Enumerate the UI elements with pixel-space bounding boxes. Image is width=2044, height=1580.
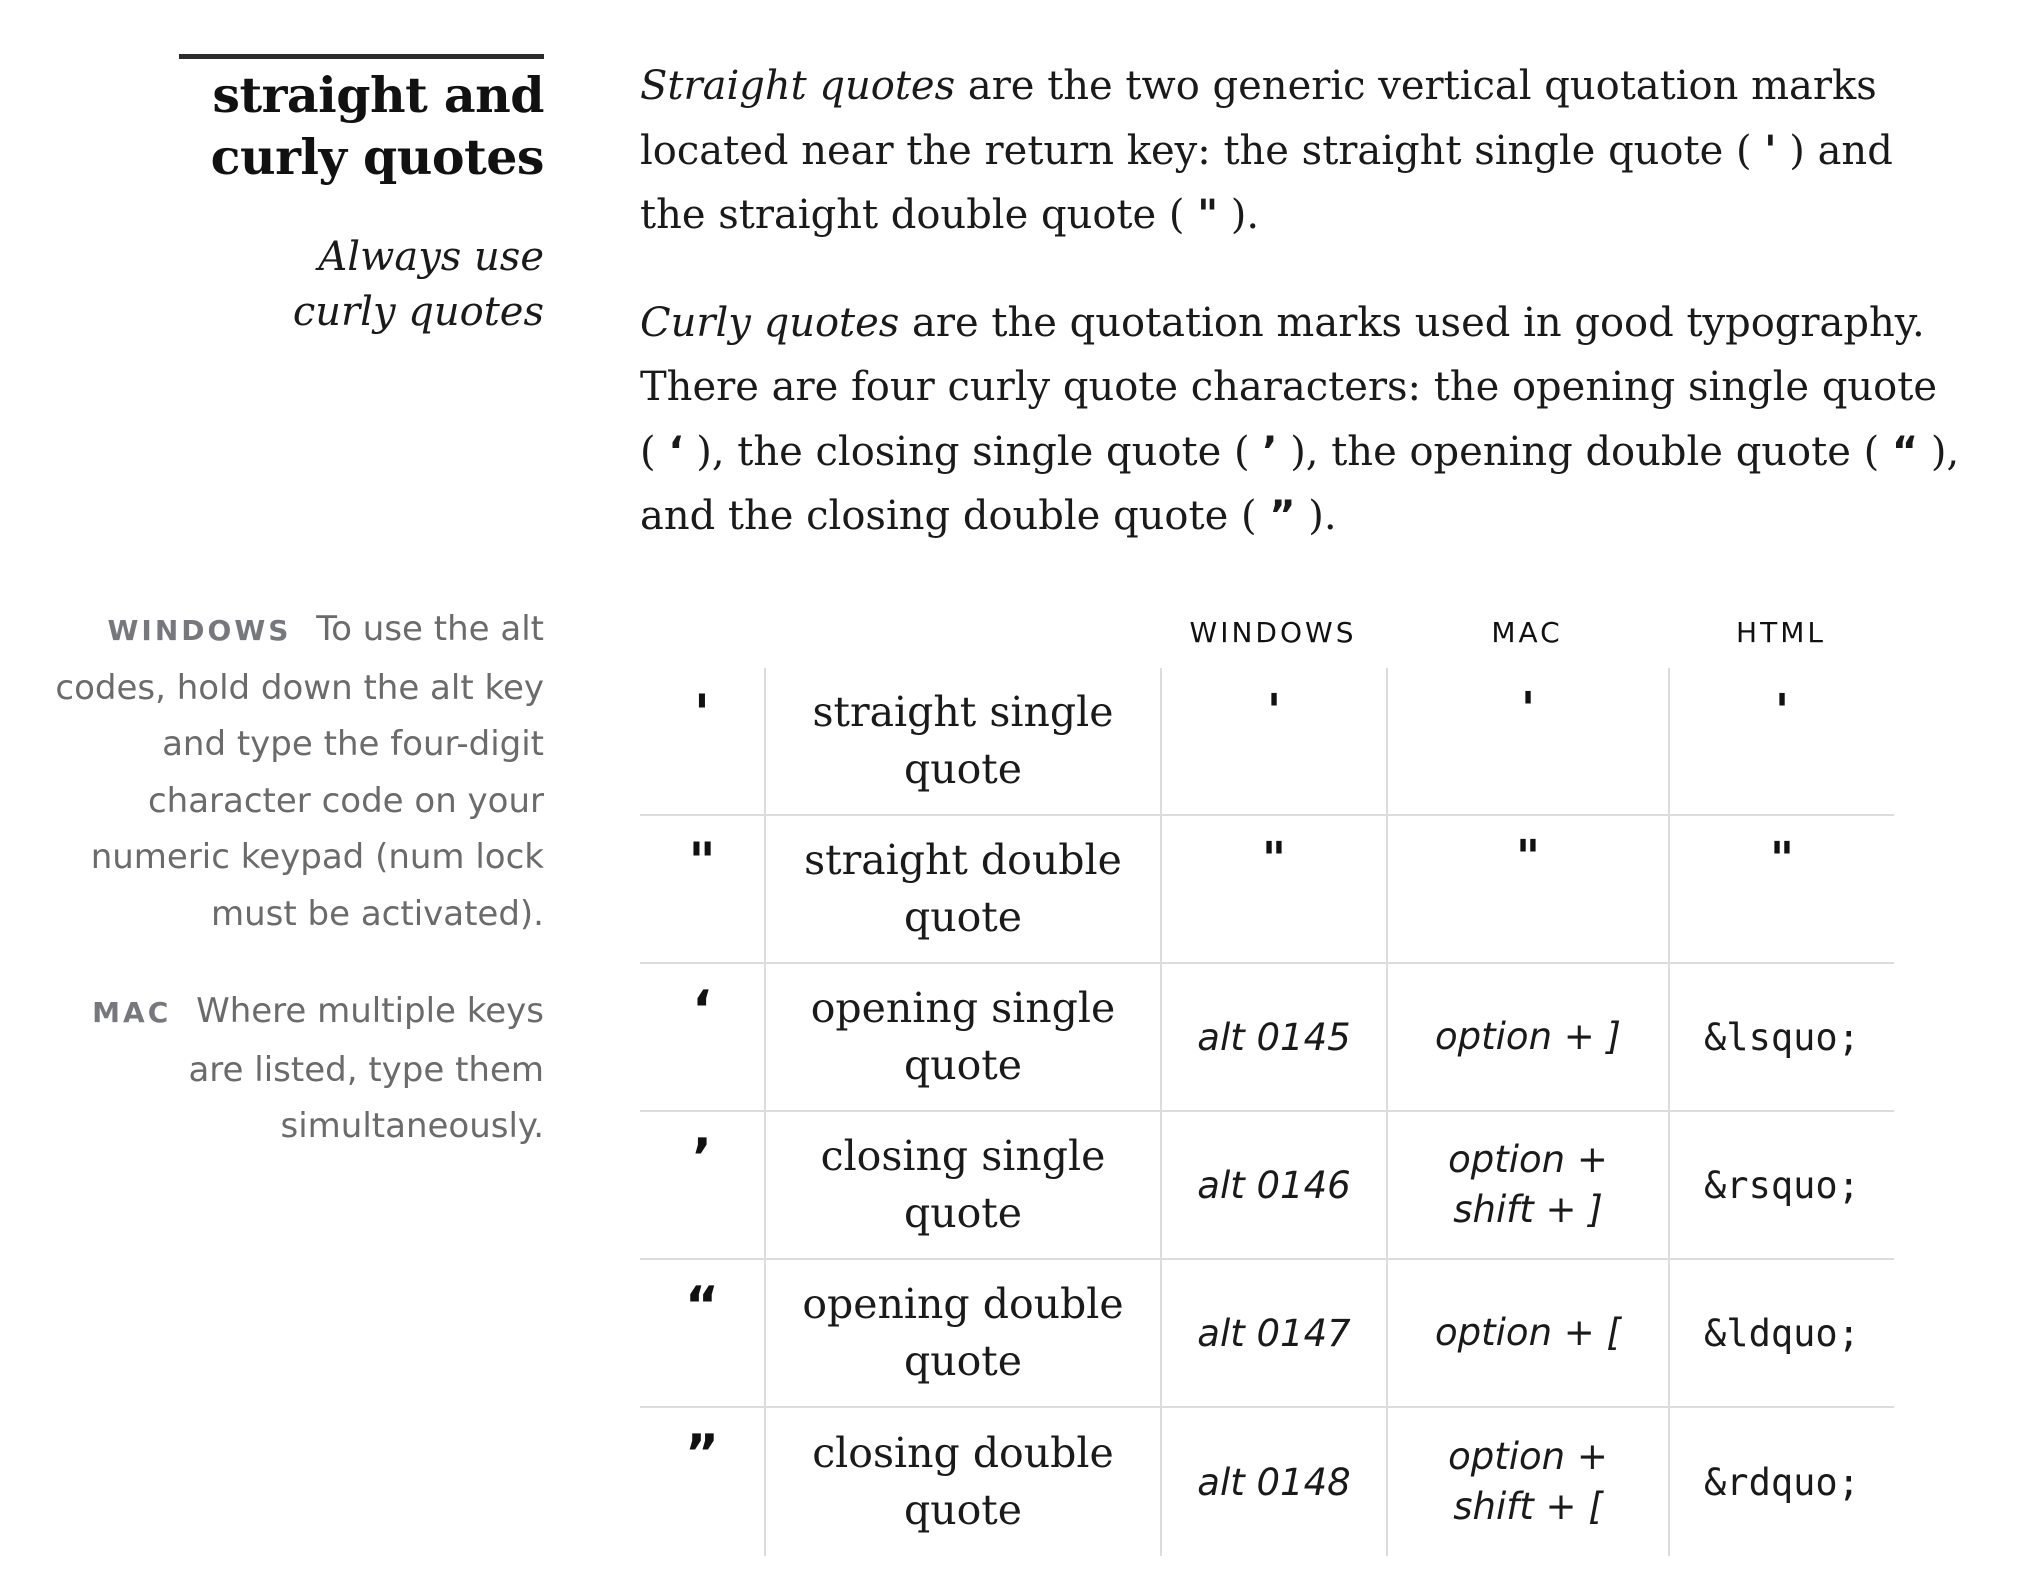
header-html: HTML	[1736, 616, 1826, 649]
straight-double-quote-glyph: "	[1197, 192, 1219, 238]
quote-glyph: ’	[692, 1128, 712, 1188]
straight-single-quote-glyph: '	[1764, 127, 1777, 174]
windows-key: alt 0145	[1160, 964, 1386, 1110]
opening-single-quote-glyph: ‘	[668, 428, 684, 475]
mac-key: "	[1386, 816, 1668, 962]
straight-quotes-term: Straight quotes	[640, 63, 956, 109]
opening-double-quote-glyph: “	[1891, 428, 1919, 475]
para2-text-d: ), and the closing double quote (	[640, 428, 1960, 539]
quote-glyph: “	[684, 1276, 720, 1336]
table-row	[640, 816, 1894, 964]
curly-quotes-paragraph	[640, 291, 1965, 549]
mac-key: option + shift + ]	[1386, 1112, 1668, 1258]
para1-text-a: are the two generic vertical quotation marks located near the return key: the straight single quote (	[640, 63, 1877, 174]
html-entity: '	[1668, 668, 1894, 814]
closing-single-quote-glyph: ’	[1262, 428, 1278, 475]
mac-key: option + [	[1386, 1260, 1668, 1406]
quote-glyph: ”	[684, 1424, 720, 1484]
para2-text-b: ), the closing single quote (	[683, 428, 1263, 475]
topic-title: straight and curly quotes	[210, 66, 544, 186]
table-header	[640, 600, 1894, 668]
windows-note-label: WINDOWS	[107, 614, 292, 647]
quote-glyph: '	[694, 684, 710, 744]
quote-glyph: ‘	[692, 980, 712, 1040]
html-entity: &ldquo;	[1668, 1260, 1894, 1406]
windows-key: '	[1160, 668, 1386, 814]
mac-key: '	[1386, 668, 1668, 814]
mac-note-label: MAC	[92, 996, 172, 1029]
quote-name: closing single quote	[764, 1112, 1160, 1258]
quote-name: closing double quote	[764, 1408, 1160, 1556]
closing-double-quote-glyph: ”	[1269, 493, 1296, 539]
quote-name: opening single quote	[764, 964, 1160, 1110]
quotes-table	[640, 600, 1894, 1556]
para2-text-c: ), the opening double quote (	[1277, 428, 1892, 475]
straight-quotes-paragraph	[640, 54, 1965, 248]
table-row	[640, 964, 1894, 1112]
topic-rule	[179, 54, 544, 59]
quote-name: straight single quote	[764, 668, 1160, 814]
quote-name: straight double quote	[764, 816, 1160, 962]
html-entity: "	[1668, 816, 1894, 962]
html-entity: &rdquo;	[1668, 1408, 1894, 1556]
table-row	[640, 1408, 1894, 1556]
table-row	[640, 1260, 1894, 1408]
quote-glyph: "	[688, 832, 716, 892]
windows-key: alt 0146	[1160, 1112, 1386, 1258]
body-column	[640, 54, 1965, 549]
para1-text-b: ) and the straight double quote (	[640, 127, 1893, 238]
table-row	[640, 668, 1894, 816]
windows-key: alt 0148	[1160, 1408, 1386, 1556]
header-mac: MAC	[1491, 616, 1563, 649]
mac-note	[44, 983, 544, 1155]
table-row	[640, 1112, 1894, 1260]
windows-key: alt 0147	[1160, 1260, 1386, 1406]
header-windows: WINDOWS	[1189, 616, 1357, 649]
mac-key: option + shift + [	[1386, 1408, 1668, 1556]
windows-note-text: To use the alt codes, hold down the alt key and type the four-digit character code on your numeric keypad (num lock must be activated).	[55, 609, 544, 934]
curly-quotes-term: Curly quotes	[640, 299, 900, 346]
html-entity: &lsquo;	[1668, 964, 1894, 1110]
para2-text-a: are the quotation marks used in good typography. There are four curly quote characters: the opening single quote (	[640, 299, 1938, 475]
para2-text-e: ).	[1295, 493, 1337, 539]
para1-text-c: ).	[1218, 192, 1260, 238]
quote-name: opening double quote	[764, 1260, 1160, 1406]
html-entity: &rsquo;	[1668, 1112, 1894, 1258]
mac-key: option + ]	[1386, 964, 1668, 1110]
mac-note-text: Where multiple keys are listed, type them simultaneously.	[188, 991, 544, 1146]
topic-subtitle: Always use curly quotes	[292, 234, 544, 335]
windows-key: "	[1160, 816, 1386, 962]
windows-note	[44, 601, 544, 942]
